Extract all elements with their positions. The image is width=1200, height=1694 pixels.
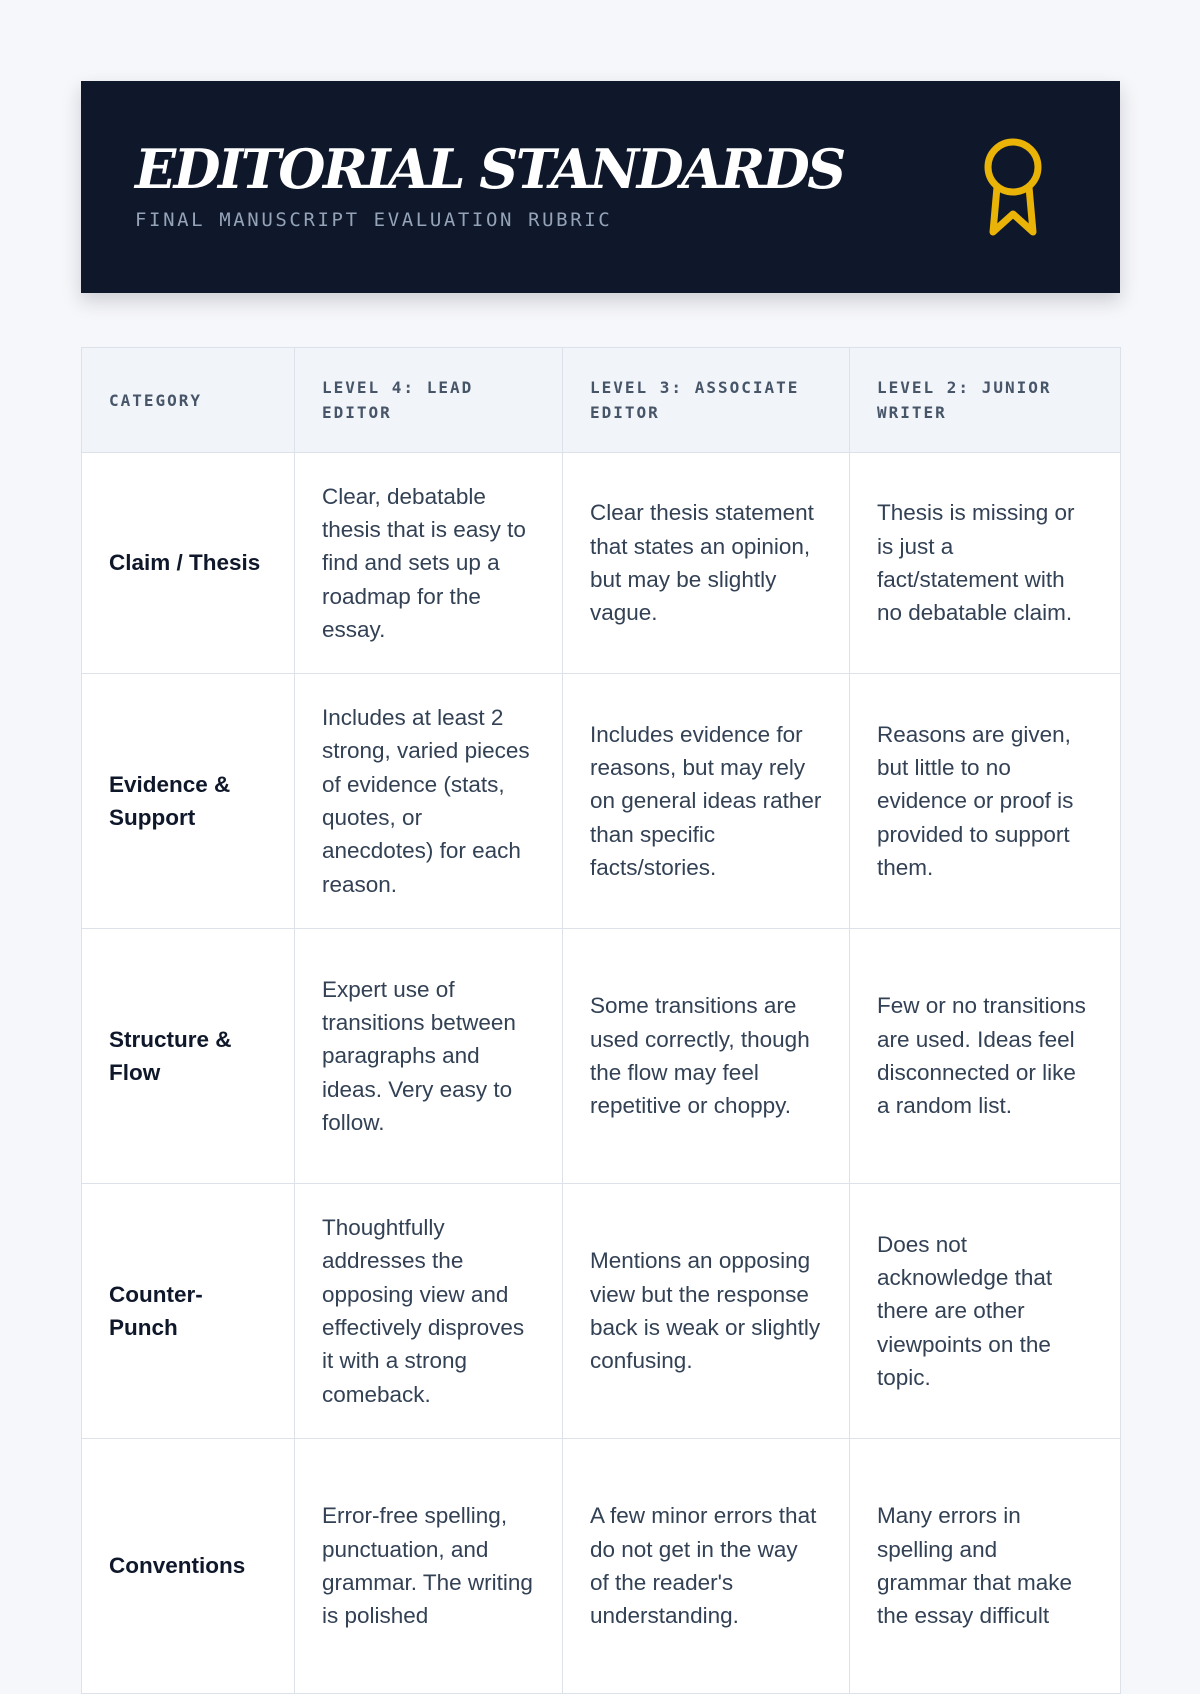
table-row xyxy=(82,453,1121,674)
level-3-cell: Mentions an opposing view but the response back is weak or slightly confusing. xyxy=(563,1184,850,1439)
level-4-cell: Thoughtfully addresses the opposing view and effectively disproves it with a strong comeback. xyxy=(295,1184,563,1439)
column-header-level-2: LEVEL 2: JUNIOR WRITER xyxy=(850,348,1121,453)
category-cell: Structure & Flow xyxy=(82,929,295,1184)
category-cell: Conventions xyxy=(82,1439,295,1694)
page-title: EDITORIAL STANDARDS xyxy=(135,137,844,201)
level-2-cell: Few or no transitions are used. Ideas feel disconnected or like a random list. xyxy=(850,929,1121,1184)
table-row xyxy=(82,674,1121,929)
category-cell: Claim / Thesis xyxy=(82,453,295,674)
rubric-table xyxy=(81,347,1121,1694)
category-cell: Evidence & Support xyxy=(82,674,295,929)
category-cell: Counter-Punch xyxy=(82,1184,295,1439)
table-header-row xyxy=(82,348,1121,453)
level-3-cell: Includes evidence for reasons, but may rely on general ideas rather than specific facts/stories. xyxy=(563,674,850,929)
level-4-cell: Expert use of transitions between paragraphs and ideas. Very easy to follow. xyxy=(295,929,563,1184)
table-row xyxy=(82,1439,1121,1694)
level-3-cell: Clear thesis statement that states an opinion, but may be slightly vague. xyxy=(563,453,850,674)
level-2-cell: Thesis is missing or is just a fact/statement with no debatable claim. xyxy=(850,453,1121,674)
column-header-category: CATEGORY xyxy=(82,348,295,453)
level-2-cell: Many errors in spelling and grammar that make the essay difficult xyxy=(850,1439,1121,1694)
page-header xyxy=(81,81,1120,293)
table-row xyxy=(82,929,1121,1184)
level-4-cell: Error-free spelling, punctuation, and grammar. The writing is polished xyxy=(295,1439,563,1694)
table-row xyxy=(82,1184,1121,1439)
column-header-level-3: LEVEL 3: ASSOCIATE EDITOR xyxy=(563,348,850,453)
page-subtitle: FINAL MANUSCRIPT EVALUATION RUBRIC xyxy=(135,209,613,231)
level-4-cell: Clear, debatable thesis that is easy to find and sets up a roadmap for the essay. xyxy=(295,453,563,674)
level-2-cell: Reasons are given, but little to no evidence or proof is provided to support them. xyxy=(850,674,1121,929)
level-4-cell: Includes at least 2 strong, varied pieces of evidence (stats, quotes, or anecdotes) for each reason. xyxy=(295,674,563,929)
level-3-cell: Some transitions are used correctly, though the flow may feel repetitive or choppy. xyxy=(563,929,850,1184)
award-ribbon-icon xyxy=(978,137,1048,237)
level-2-cell: Does not acknowledge that there are other viewpoints on the topic. xyxy=(850,1184,1121,1439)
level-3-cell: A few minor errors that do not get in the way of the reader's understanding. xyxy=(563,1439,850,1694)
column-header-level-4: LEVEL 4: LEAD EDITOR xyxy=(295,348,563,453)
